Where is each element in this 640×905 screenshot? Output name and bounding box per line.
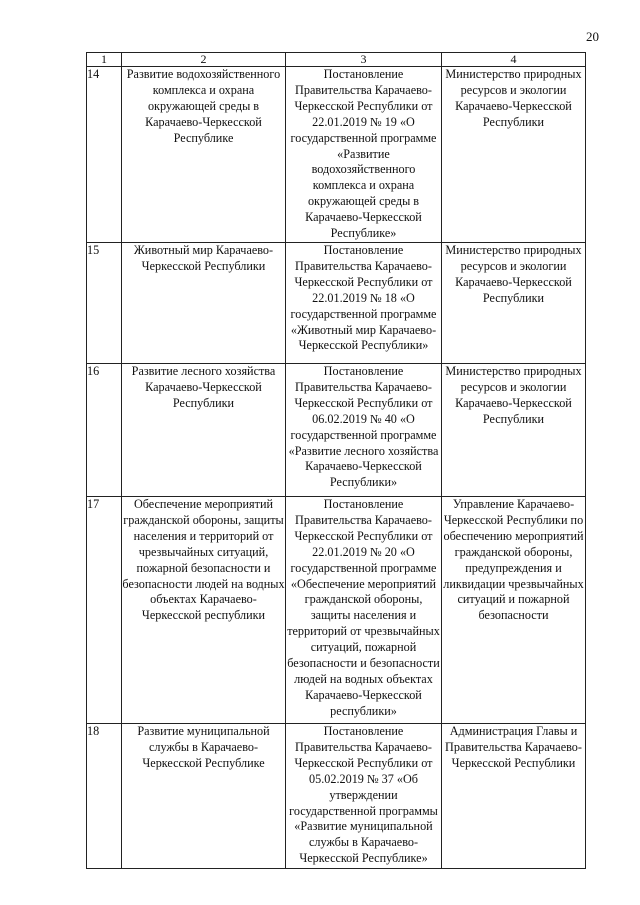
- row-number: 15: [87, 242, 122, 363]
- column-header-4: 4: [442, 53, 586, 67]
- column-header-2: 2: [122, 53, 286, 67]
- program-name: Развитие водохозяйственного комплекса и охрана окружающей среды в Карачаево-Черкесской Республике: [122, 67, 286, 243]
- program-name: Развитие муниципальной службы в Карачаево-Черкесской Республике: [122, 723, 286, 868]
- responsible-executor: Министерство природных ресурсов и экологии Карачаево-Черкесской Республики: [442, 242, 586, 363]
- table-row: [87, 363, 586, 496]
- row-number: 14: [87, 67, 122, 243]
- row-number: 16: [87, 363, 122, 496]
- table-row: [87, 67, 586, 243]
- legal-act: Постановление Правительства Карачаево-Черкесской Республики от 22.01.2019 № 19 «О государственной программе «Развитие водохозяйственного комплекса и охрана окружающей среды в Карачаево-Черкесской Республике»: [286, 67, 442, 243]
- row-number: 17: [87, 496, 122, 723]
- column-header-1: 1: [87, 53, 122, 67]
- program-name: Обеспечение мероприятий гражданской обороны, защиты населения и территорий от чрезвычайных ситуаций, пожарной безопасности и безопасности людей на водных объектах Карачаево-Черкесской республики: [122, 496, 286, 723]
- responsible-executor: Министерство природных ресурсов и экологии Карачаево-Черкесской Республики: [442, 363, 586, 496]
- page-number: 20: [586, 29, 599, 44]
- program-name: Развитие лесного хозяйства Карачаево-Черкесской Республики: [122, 363, 286, 496]
- legal-act: Постановление Правительства Карачаево-Черкесской Республики от 06.02.2019 № 40 «О государственной программе «Развитие лесного хозяйства Карачаево-Черкесской Республики»: [286, 363, 442, 496]
- program-name: Животный мир Карачаево-Черкесской Республики: [122, 242, 286, 363]
- table-header-row: [87, 53, 586, 67]
- table-row: [87, 496, 586, 723]
- table-row: [87, 723, 586, 868]
- row-number: 18: [87, 723, 122, 868]
- responsible-executor: Министерство природных ресурсов и экологии Карачаево-Черкесской Республики: [442, 67, 586, 243]
- legal-act: Постановление Правительства Карачаево-Черкесской Республики от 05.02.2019 № 37 «Об утверждении государственной программы «Развитие муниципальной службы в Карачаево-Черкесской Республике»: [286, 723, 442, 868]
- legal-act: Постановление Правительства Карачаево-Черкесской Республики от 22.01.2019 № 20 «О государственной программе «Обеспечение мероприятий гражданской обороны, защиты населения и территорий от чрезвычайных ситуаций, пожарной безопасности и безопасности людей на водных объектах Карачаево-Черкесской республики»: [286, 496, 442, 723]
- table-row: [87, 242, 586, 363]
- responsible-executor: Управление Карачаево-Черкесской Республики по обеспечению мероприятий гражданской обороны, предупреждения и ликвидации чрезвычайных ситуаций и пожарной безопасности: [442, 496, 586, 723]
- column-header-3: 3: [286, 53, 442, 67]
- legal-act: Постановление Правительства Карачаево-Черкесской Республики от 22.01.2019 № 18 «О государственной программе «Животный мир Карачаево-Черкесской Республики»: [286, 242, 442, 363]
- responsible-executor: Администрация Главы и Правительства Карачаево-Черкесской Республики: [442, 723, 586, 868]
- programs-table: [86, 52, 586, 869]
